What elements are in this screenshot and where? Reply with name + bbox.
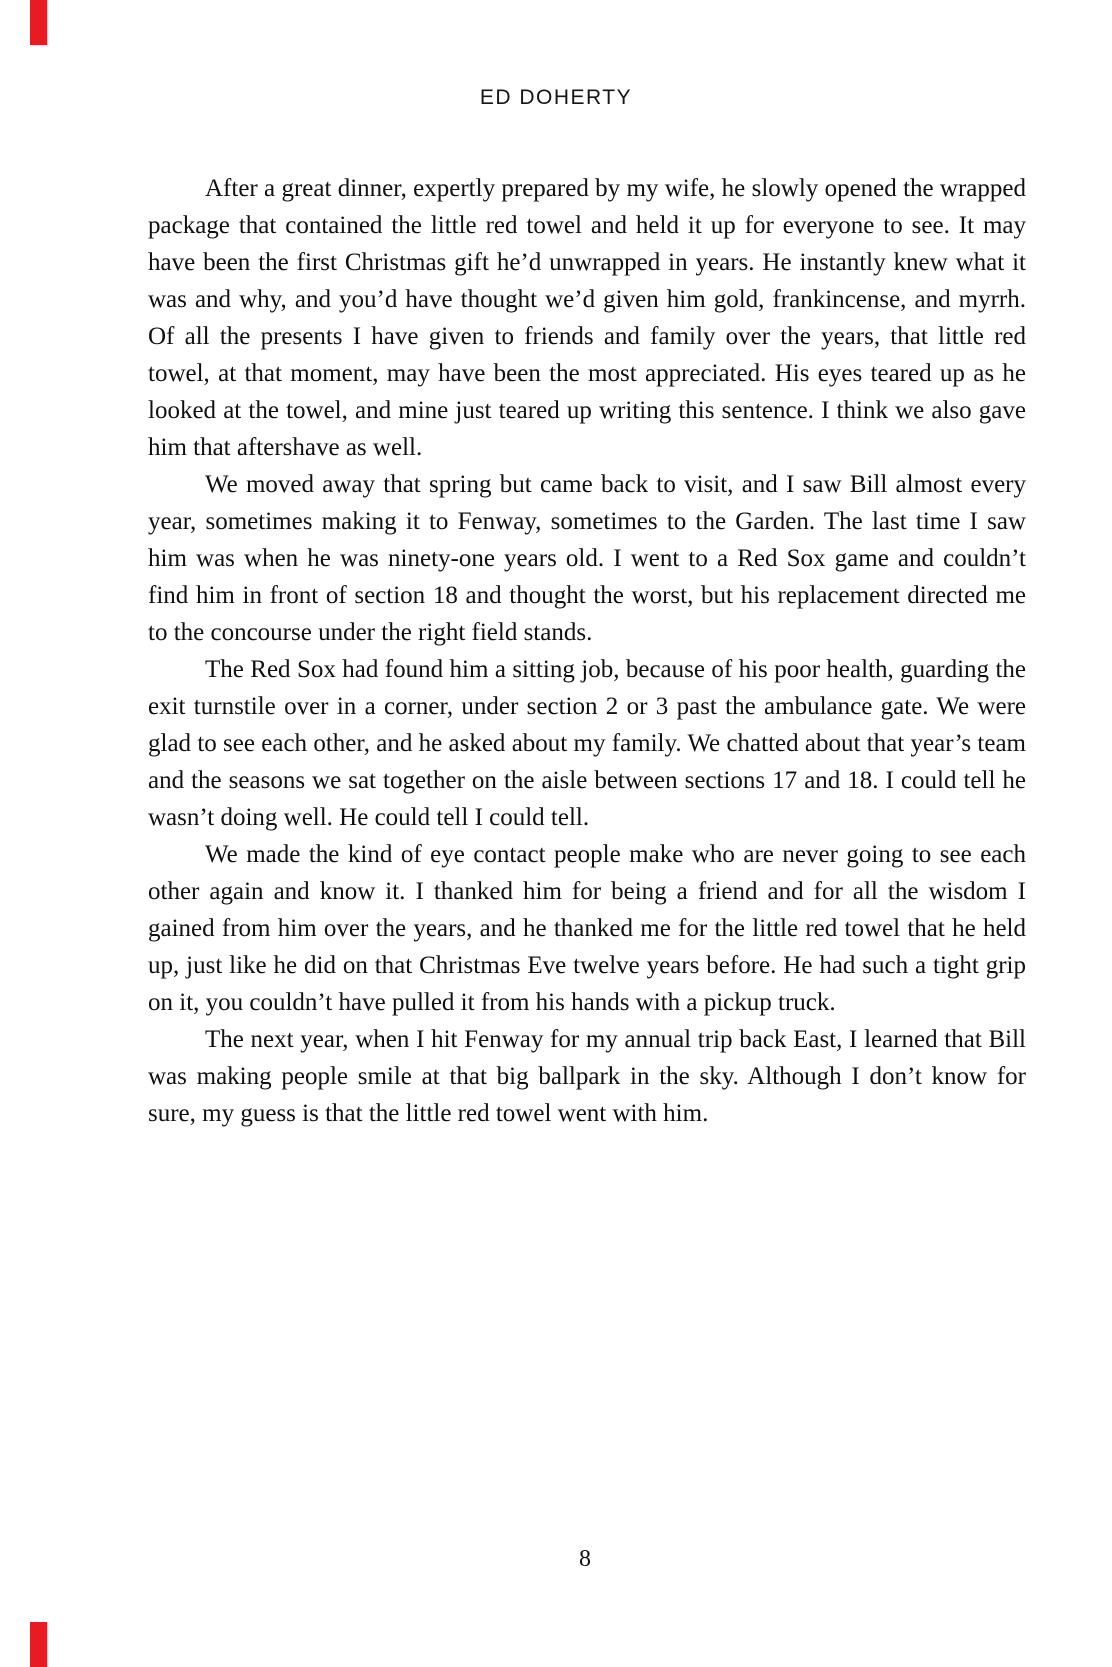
body-paragraph: The Red Sox had found him a sitting job, because of his poor health, guarding the exit turnstile over in a corner, under section 2 or 3 past the ambulance gate. We were glad to see each other, and he asked about my family. We chatted about that year’s team and the seasons we sat together on the aisle between sections 17 and 18. I could tell he wasn’t doing well. He could tell I could tell.: [148, 656, 1026, 831]
body-paragraph: After a great dinner, expertly prepared by my wife, he slowly opened the wrapped package that contained the little red towel and held it up for everyone to see. It may have been the first Christmas gift he’d unwrapped in years. He instantly knew what it was and why, and you’d have thought we’d given him gold, frankincense, and myrrh. Of all the presents I have given to friends and family over the years, that little red towel, at that moment, may have been the most appreciated. His eyes teared up as he looked at the towel, and mine just teared up writing this sentence. I think we also gave him that aftershave as well.: [148, 175, 1026, 461]
red-edge-marker-bottom: [30, 1622, 47, 1667]
red-edge-marker-top: [30, 0, 47, 45]
body-paragraph: We made the kind of eye contact people make who are never going to see each other again and know it. I thanked him for being a friend and for all the wisdom I gained from him over the years, and he thanked me for the little red towel that he held up, just like he did on that Christmas Eve twelve years before. He had such a tight grip on it, you couldn’t have pulled it from his hands with a pickup truck.: [148, 841, 1026, 1016]
body-paragraph: We moved away that spring but came back to visit, and I saw Bill almost every year, sometimes making it to Fenway, sometimes to the Garden. The last time I saw him was when he was ninety-one years old. I went to a Red Sox game and couldn’t find him in front of section 18 and thought the worst, but his replacement directed me to the concourse under the right field stands.: [148, 471, 1026, 646]
body-text: [148, 170, 1026, 1132]
body-paragraph: The next year, when I hit Fenway for my annual trip back East, I learned that Bill was making people smile at that big ballpark in the sky. Although I don’t know for sure, my guess is that the little red towel went with him.: [148, 1026, 1026, 1127]
page-number: 8: [579, 1546, 591, 1572]
running-header-author: ED DOHERTY: [479, 86, 633, 109]
